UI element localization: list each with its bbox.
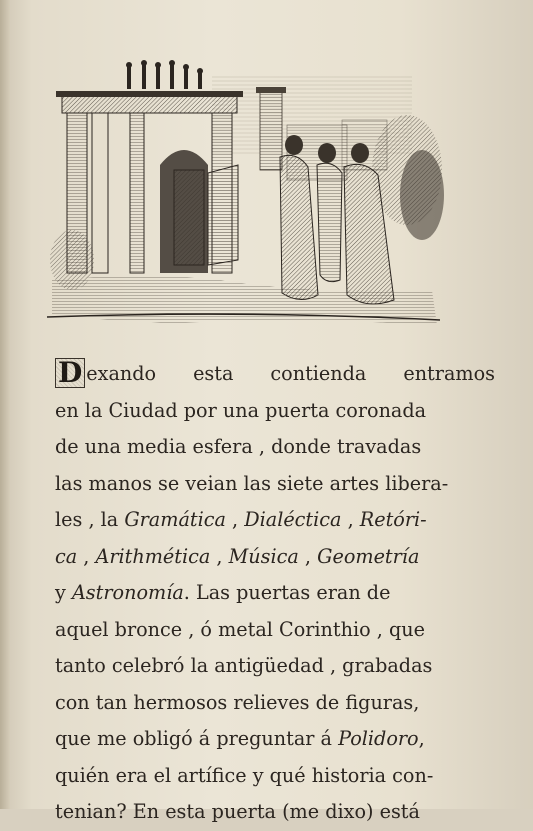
text-line-3: de una media esfera , donde travadas [55,435,422,458]
text-line-7: y Astronomía. Las puertas eran de [55,581,391,604]
text-line-6: ca , Arithmética , Música , Geometría [55,544,420,568]
text-line-11: que me obligó á preguntar á Polidoro, [55,727,425,750]
text-line-10: con tan hermosos relieves de figuras, [55,690,420,714]
text-line-9: tanto celebró la antigüedad , grabadas [55,654,433,677]
text-line-8: aquel bronce , ó metal Corinthio , que [55,617,425,641]
text-line-12: quién era el artífice y qué historia con- [55,763,434,787]
text-line-1: D exando esta contienda entramos [55,356,495,393]
body-text [55,356,495,831]
text-line-5: les , la Gramática , Dialéctica , Retóri- [55,508,427,531]
page-gutter [0,0,10,809]
text-line-4: las manos se veian las siete artes libera- [55,471,449,495]
drop-capital: D [55,358,85,388]
text-line-2: en la Ciudad por una puerta coronada [55,398,427,422]
text-line-13: tenian? En esta puerta (me dixo) está [55,800,420,823]
engraved-vignette [42,55,442,335]
